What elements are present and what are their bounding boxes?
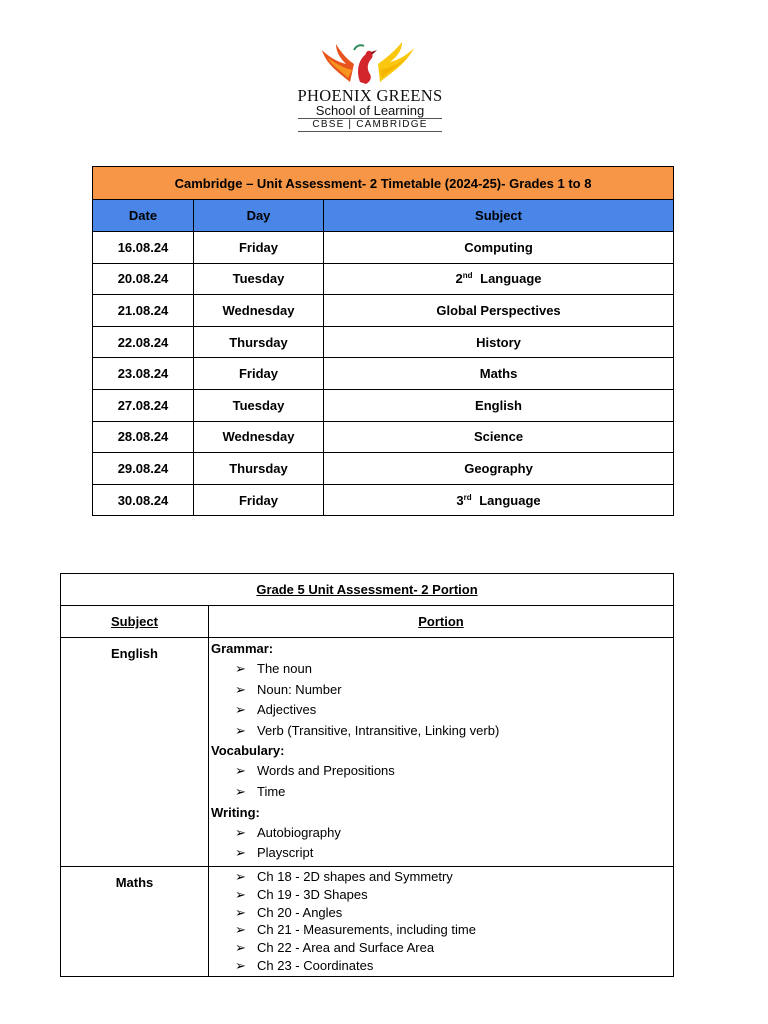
- table-row: [61, 866, 674, 976]
- day-cell: Friday: [194, 484, 324, 516]
- arrow-bullet-icon: ➢: [235, 824, 246, 840]
- subject-cell: Science: [324, 421, 674, 453]
- ordinal-number: 3: [456, 492, 464, 508]
- arrow-bullet-icon: ➢: [235, 922, 246, 938]
- table-row: [93, 232, 674, 264]
- list-item: ➢ Ch 22 - Area and Surface Area: [235, 940, 435, 956]
- table-row: [93, 326, 674, 358]
- subject-name: Language: [480, 271, 542, 287]
- list-item: ➢ The noun: [235, 659, 673, 680]
- table-row: [93, 484, 674, 516]
- timetable: [92, 166, 674, 516]
- date-cell: 21.08.24: [93, 295, 194, 327]
- date-cell: 28.08.24: [93, 421, 194, 453]
- list-item: ➢ Ch 20 - Angles: [235, 904, 343, 920]
- list-item: ➢ Verb (Transitive, Intransitive, Linking verb): [235, 721, 673, 742]
- date-cell: 20.08.24: [93, 263, 194, 295]
- list-item: ➢ Noun: Number: [235, 680, 673, 701]
- section-heading: Vocabulary:: [211, 743, 285, 759]
- table-row: [93, 263, 674, 295]
- ordinal-suffix: nd: [462, 271, 473, 281]
- subject-maths: Maths: [61, 866, 209, 976]
- date-cell: 29.08.24: [93, 453, 194, 485]
- arrow-bullet-icon: ➢: [235, 845, 246, 861]
- table-row: [93, 389, 674, 421]
- topic-list: [209, 659, 673, 741]
- school-name: PHOENIX GREENS: [297, 86, 443, 105]
- day-cell: Tuesday: [194, 389, 324, 421]
- phoenix-logo-icon: [320, 42, 420, 86]
- day-cell: Wednesday: [194, 421, 324, 453]
- topic-list: [209, 823, 673, 864]
- arrow-bullet-icon: ➢: [235, 904, 246, 920]
- subject-cell: [324, 484, 674, 516]
- topic-list: [209, 868, 673, 975]
- ordinal-number: 2: [455, 271, 463, 287]
- list-item: ➢ Adjectives: [235, 700, 673, 721]
- arrow-bullet-icon: ➢: [235, 702, 246, 718]
- table-row: [93, 295, 674, 327]
- header-date: Date: [93, 200, 194, 232]
- list-item: ➢ Ch 18 - 2D shapes and Symmetry: [235, 868, 453, 884]
- subject-cell: Computing: [324, 232, 674, 264]
- day-cell: Friday: [194, 358, 324, 390]
- table-row: [93, 421, 674, 453]
- subject-cell: English: [324, 389, 674, 421]
- topic-list: [209, 761, 673, 802]
- arrow-bullet-icon: ➢: [235, 940, 246, 956]
- subject-english: English: [61, 638, 209, 867]
- portion-title: Grade 5 Unit Assessment- 2 Portion: [61, 574, 674, 606]
- school-tagline: School of Learning: [315, 103, 425, 118]
- date-cell: 27.08.24: [93, 389, 194, 421]
- date-cell: 30.08.24: [93, 484, 194, 516]
- arrow-bullet-icon: ➢: [235, 868, 246, 884]
- list-item: ➢ Autobiography: [235, 823, 673, 844]
- arrow-bullet-icon: ➢: [235, 763, 246, 779]
- list-item: ➢ Words and Prepositions: [235, 761, 673, 782]
- table-row: [61, 638, 674, 867]
- list-item: ➢ Playscript: [235, 843, 673, 864]
- date-cell: 16.08.24: [93, 232, 194, 264]
- logo-divider: [298, 131, 442, 132]
- arrow-bullet-icon: ➢: [235, 783, 246, 799]
- day-cell: Thursday: [194, 326, 324, 358]
- subject-cell: Global Perspectives: [324, 295, 674, 327]
- subject-cell: Maths: [324, 358, 674, 390]
- subject-cell: [324, 263, 674, 295]
- day-cell: Friday: [194, 232, 324, 264]
- arrow-bullet-icon: ➢: [235, 958, 246, 974]
- arrow-bullet-icon: ➢: [235, 722, 246, 738]
- header-subject: Subject: [324, 200, 674, 232]
- list-item: ➢ Ch 19 - 3D Shapes: [235, 886, 368, 902]
- maths-portion: [209, 866, 674, 976]
- day-cell: Thursday: [194, 453, 324, 485]
- arrow-bullet-icon: ➢: [235, 886, 246, 902]
- subject-cell: Geography: [324, 453, 674, 485]
- header-subject: Subject: [61, 606, 209, 638]
- table-row: [93, 453, 674, 485]
- subject-name: Language: [479, 492, 541, 508]
- timetable-title: Cambridge – Unit Assessment- 2 Timetable (2024-25)- Grades 1 to 8: [93, 167, 674, 200]
- list-item: ➢ Ch 23 - Coordinates: [235, 958, 374, 974]
- day-cell: Tuesday: [194, 263, 324, 295]
- table-row: [93, 358, 674, 390]
- header-day: Day: [194, 200, 324, 232]
- day-cell: Wednesday: [194, 295, 324, 327]
- date-cell: 23.08.24: [93, 358, 194, 390]
- school-logo: [280, 42, 460, 130]
- portion-table: [60, 573, 674, 977]
- english-portion: [209, 638, 674, 867]
- school-boards: CBSE | CAMBRIDGE: [312, 119, 428, 130]
- section-heading: Writing:: [211, 804, 260, 820]
- list-item: ➢ Ch 21 - Measurements, including time: [235, 922, 476, 938]
- list-item: ➢ Time: [235, 782, 673, 803]
- subject-cell: History: [324, 326, 674, 358]
- section-heading: Grammar:: [211, 641, 274, 656]
- date-cell: 22.08.24: [93, 326, 194, 358]
- ordinal-suffix: rd: [463, 492, 472, 502]
- header-portion: Portion: [209, 606, 674, 638]
- arrow-bullet-icon: ➢: [235, 681, 246, 697]
- arrow-bullet-icon: ➢: [235, 661, 246, 676]
